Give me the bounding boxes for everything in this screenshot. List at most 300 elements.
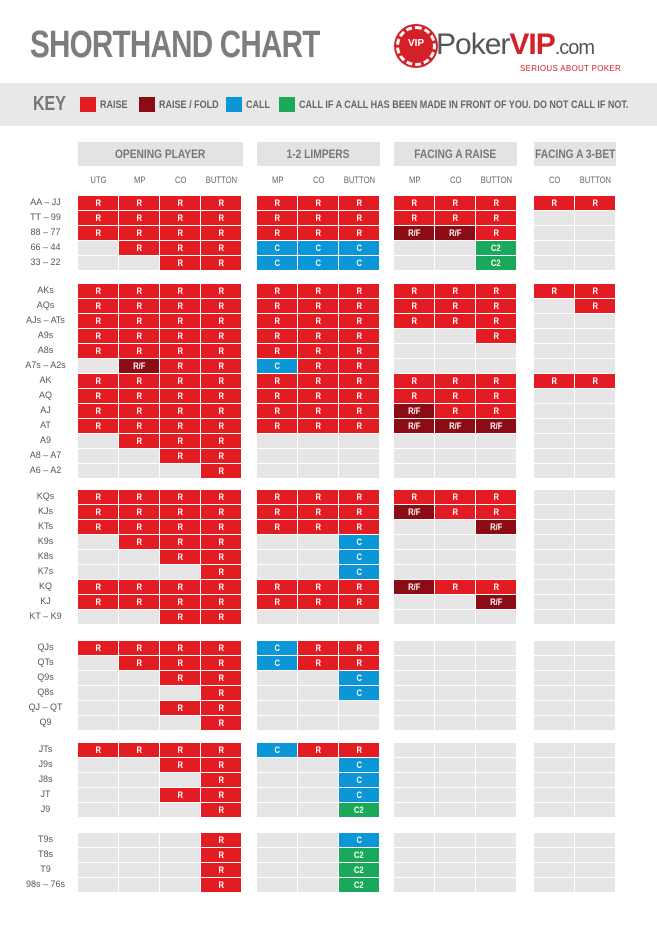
- action-cell-rf: [476, 595, 516, 609]
- empty-cell: [575, 773, 615, 787]
- action-cell-c: [339, 773, 379, 787]
- action-label: R: [315, 643, 321, 653]
- empty-cell: [78, 671, 118, 685]
- empty-cell: [435, 565, 475, 579]
- action-cell-r: [394, 196, 434, 210]
- empty-cell: [298, 863, 338, 877]
- action-cell-r: [298, 404, 338, 418]
- action-label: R: [218, 421, 224, 431]
- empty-cell: [534, 490, 574, 504]
- action-label: R: [356, 421, 362, 431]
- empty-cell: [575, 803, 615, 817]
- group-header-label: OPENING PLAYER: [115, 147, 206, 161]
- action-label: R: [592, 286, 598, 296]
- hand-label: TT – 99: [30, 212, 61, 222]
- action-cell-r: [476, 389, 516, 403]
- empty-cell: [575, 701, 615, 715]
- action-cell-r: [476, 226, 516, 240]
- action-label: R: [315, 406, 321, 416]
- action-label: R: [356, 301, 362, 311]
- column-header: [257, 175, 298, 187]
- action-cell-r: [201, 716, 241, 730]
- action-cell-r: [534, 196, 574, 210]
- action-label: R: [493, 391, 499, 401]
- empty-cell: [160, 686, 200, 700]
- action-cell-r: [160, 344, 200, 358]
- empty-cell: [534, 565, 574, 579]
- action-label: R: [315, 346, 321, 356]
- action-label: R: [315, 597, 321, 607]
- action-cell-r: [119, 314, 159, 328]
- empty-cell: [298, 565, 338, 579]
- empty-cell: [575, 344, 615, 358]
- empty-cell: [534, 863, 574, 877]
- action-cell-c: [339, 758, 379, 772]
- empty-cell: [476, 758, 516, 772]
- action-cell-r: [119, 196, 159, 210]
- action-label: R: [177, 673, 183, 683]
- action-label: C2: [354, 865, 364, 875]
- action-label: R: [177, 760, 183, 770]
- action-label: R: [136, 198, 142, 208]
- empty-cell: [339, 449, 379, 463]
- action-cell-r: [257, 374, 297, 388]
- action-label: R: [136, 331, 142, 341]
- column-header-label: CO: [548, 175, 561, 185]
- action-cell-r: [78, 490, 118, 504]
- key-item-call-conditional: [279, 97, 657, 112]
- action-cell-r: [339, 211, 379, 225]
- empty-cell: [394, 359, 434, 373]
- empty-cell: [534, 520, 574, 534]
- action-cell-r: [160, 329, 200, 343]
- empty-cell: [534, 434, 574, 448]
- empty-cell: [119, 686, 159, 700]
- action-cell-c: [339, 671, 379, 685]
- action-cell-r: [160, 226, 200, 240]
- action-label: R: [356, 228, 362, 238]
- column-header: [476, 175, 517, 187]
- action-cell-r: [201, 535, 241, 549]
- action-cell-r: [160, 520, 200, 534]
- action-label: R: [95, 507, 101, 517]
- action-cell-r: [201, 743, 241, 757]
- action-cell-r: [160, 389, 200, 403]
- hand-label: AKs: [37, 285, 54, 295]
- empty-cell: [257, 803, 297, 817]
- action-cell-r: [298, 374, 338, 388]
- key-label: KEY: [33, 93, 66, 115]
- empty-cell: [119, 833, 159, 847]
- action-label: R: [95, 745, 101, 755]
- empty-cell: [119, 716, 159, 730]
- action-label: R: [218, 522, 224, 532]
- action-label: R: [218, 406, 224, 416]
- hand-label: AQs: [36, 300, 55, 310]
- empty-cell: [160, 716, 200, 730]
- action-label: R: [452, 286, 458, 296]
- empty-cell: [78, 241, 118, 255]
- empty-cell: [575, 743, 615, 757]
- action-label: R: [218, 805, 224, 815]
- action-cell-r: [201, 848, 241, 862]
- action-label: R: [274, 507, 280, 517]
- action-cell-r: [435, 580, 475, 594]
- action-cell-rf: [394, 404, 434, 418]
- empty-cell: [160, 863, 200, 877]
- action-cell-rf: [119, 359, 159, 373]
- action-label: R: [136, 421, 142, 431]
- action-label: R: [274, 391, 280, 401]
- empty-cell: [476, 434, 516, 448]
- action-cell-r: [119, 374, 159, 388]
- action-cell-r: [534, 284, 574, 298]
- action-label: R: [136, 597, 142, 607]
- action-cell-r: [257, 490, 297, 504]
- empty-cell: [394, 550, 434, 564]
- action-cell-r: [160, 404, 200, 418]
- action-label: R: [356, 376, 362, 386]
- action-cell-r: [201, 359, 241, 373]
- pokervip-logo: [396, 22, 626, 74]
- action-cell-r: [160, 701, 200, 715]
- action-cell-c: [339, 788, 379, 802]
- empty-cell: [476, 344, 516, 358]
- action-label: R/F: [407, 406, 421, 416]
- action-label: R: [356, 198, 362, 208]
- column-header: [298, 175, 339, 187]
- empty-cell: [476, 359, 516, 373]
- empty-cell: [435, 520, 475, 534]
- action-cell-r: [435, 404, 475, 418]
- action-label: R: [356, 346, 362, 356]
- empty-cell: [534, 241, 574, 255]
- empty-cell: [435, 848, 475, 862]
- action-cell-r: [201, 863, 241, 877]
- action-label: C: [356, 775, 362, 785]
- empty-cell: [435, 449, 475, 463]
- action-cell-c: [339, 686, 379, 700]
- action-cell-r: [298, 490, 338, 504]
- action-cell-r: [119, 434, 159, 448]
- action-label: R: [218, 790, 224, 800]
- empty-cell: [160, 565, 200, 579]
- column-header: [435, 175, 476, 187]
- empty-cell: [435, 641, 475, 655]
- empty-cell: [575, 686, 615, 700]
- action-label: R: [136, 537, 142, 547]
- action-label: R: [177, 228, 183, 238]
- action-label: R: [218, 361, 224, 371]
- empty-cell: [394, 535, 434, 549]
- action-cell-r: [201, 344, 241, 358]
- action-label: R: [95, 286, 101, 296]
- action-label: R: [551, 376, 557, 386]
- empty-cell: [394, 656, 434, 670]
- action-label: R: [136, 436, 142, 446]
- empty-cell: [298, 773, 338, 787]
- hand-label: QJ – QT: [28, 702, 63, 712]
- action-cell-r: [298, 344, 338, 358]
- action-cell-r: [201, 314, 241, 328]
- action-cell-r: [339, 284, 379, 298]
- action-cell-r: [119, 344, 159, 358]
- action-label: R: [315, 745, 321, 755]
- action-cell-r: [201, 464, 241, 478]
- action-label: R: [218, 243, 224, 253]
- action-label: R: [218, 228, 224, 238]
- column-header-label: BUTTON: [205, 175, 238, 185]
- empty-cell: [575, 314, 615, 328]
- empty-cell: [78, 788, 118, 802]
- action-label: R: [274, 346, 280, 356]
- empty-cell: [119, 758, 159, 772]
- action-cell-c: [339, 565, 379, 579]
- hand-label: KJ: [40, 596, 51, 606]
- action-label: R: [356, 507, 362, 517]
- action-label: R: [356, 492, 362, 502]
- empty-cell: [257, 701, 297, 715]
- action-label: R: [95, 597, 101, 607]
- empty-cell: [78, 565, 118, 579]
- hand-label: Q8s: [37, 687, 54, 697]
- action-label: R: [452, 198, 458, 208]
- action-cell-r: [160, 256, 200, 270]
- empty-cell: [534, 641, 574, 655]
- action-cell-r: [78, 329, 118, 343]
- action-label: R: [218, 835, 224, 845]
- empty-cell: [575, 535, 615, 549]
- chip-label: VIP: [407, 38, 425, 49]
- action-cell-r: [201, 211, 241, 225]
- action-cell-r: [394, 314, 434, 328]
- action-label: R: [274, 198, 280, 208]
- empty-cell: [575, 671, 615, 685]
- action-label: R: [177, 406, 183, 416]
- action-label: R: [177, 745, 183, 755]
- empty-cell: [257, 716, 297, 730]
- group-header: [394, 142, 517, 166]
- action-cell-r: [201, 550, 241, 564]
- action-cell-r: [119, 284, 159, 298]
- empty-cell: [78, 359, 118, 373]
- empty-cell: [394, 641, 434, 655]
- empty-cell: [435, 716, 475, 730]
- empty-cell: [298, 686, 338, 700]
- action-label: R: [274, 286, 280, 296]
- hand-label: 98s – 76s: [25, 879, 66, 889]
- empty-cell: [298, 610, 338, 624]
- action-label: R: [136, 346, 142, 356]
- column-header-label: BUTTON: [343, 175, 376, 185]
- action-cell-r: [160, 641, 200, 655]
- raise-swatch: [80, 97, 96, 112]
- action-label: R: [493, 213, 499, 223]
- empty-cell: [534, 803, 574, 817]
- empty-cell: [119, 701, 159, 715]
- action-cell-r: [298, 299, 338, 313]
- action-label: R/F: [448, 228, 462, 238]
- action-cell-r: [339, 196, 379, 210]
- action-label: R: [218, 552, 224, 562]
- empty-cell: [394, 773, 434, 787]
- action-cell-r: [78, 211, 118, 225]
- action-label: R: [356, 213, 362, 223]
- action-label: R: [177, 537, 183, 547]
- action-label: R: [218, 612, 224, 622]
- empty-cell: [534, 464, 574, 478]
- empty-cell: [298, 550, 338, 564]
- empty-cell: [435, 344, 475, 358]
- action-cell-r: [78, 374, 118, 388]
- action-cell-r: [78, 226, 118, 240]
- action-cell-r: [257, 211, 297, 225]
- empty-cell: [257, 610, 297, 624]
- action-cell-r: [394, 299, 434, 313]
- action-cell-r: [160, 671, 200, 685]
- empty-cell: [575, 878, 615, 892]
- action-label: R: [356, 522, 362, 532]
- empty-cell: [119, 449, 159, 463]
- empty-cell: [160, 878, 200, 892]
- action-cell-r: [257, 299, 297, 313]
- action-label: R: [493, 198, 499, 208]
- action-label: C: [356, 760, 362, 770]
- empty-cell: [78, 773, 118, 787]
- empty-cell: [339, 464, 379, 478]
- action-label: C2: [354, 850, 364, 860]
- empty-cell: [534, 449, 574, 463]
- action-cell-rf: [394, 580, 434, 594]
- empty-cell: [476, 535, 516, 549]
- key-item-raise: [80, 97, 134, 112]
- action-cell-r: [119, 329, 159, 343]
- action-cell-r: [201, 686, 241, 700]
- action-label: R: [218, 466, 224, 476]
- empty-cell: [298, 434, 338, 448]
- action-cell-c2: [339, 803, 379, 817]
- empty-cell: [160, 773, 200, 787]
- action-label: C: [356, 258, 362, 268]
- action-cell-r: [119, 299, 159, 313]
- empty-cell: [575, 490, 615, 504]
- action-cell-rf: [394, 226, 434, 240]
- action-label: R: [452, 582, 458, 592]
- action-cell-r: [201, 256, 241, 270]
- action-cell-r: [119, 641, 159, 655]
- column-header-label: MP: [408, 175, 421, 185]
- empty-cell: [435, 833, 475, 847]
- action-cell-r: [435, 374, 475, 388]
- action-cell-r: [257, 520, 297, 534]
- empty-cell: [435, 329, 475, 343]
- action-label: C: [356, 567, 362, 577]
- action-label: R: [452, 507, 458, 517]
- action-cell-r: [201, 788, 241, 802]
- action-label: R: [218, 718, 224, 728]
- action-cell-r: [201, 241, 241, 255]
- action-cell-r: [201, 284, 241, 298]
- action-cell-r: [160, 211, 200, 225]
- action-label: R: [274, 582, 280, 592]
- empty-cell: [575, 226, 615, 240]
- action-cell-r: [201, 641, 241, 655]
- empty-cell: [534, 535, 574, 549]
- action-cell-r: [201, 595, 241, 609]
- empty-cell: [78, 656, 118, 670]
- action-cell-r: [160, 743, 200, 757]
- action-cell-r: [257, 329, 297, 343]
- hand-label: AJ: [40, 405, 51, 415]
- empty-cell: [435, 535, 475, 549]
- empty-cell: [257, 686, 297, 700]
- empty-cell: [476, 464, 516, 478]
- action-label: R: [493, 582, 499, 592]
- key-text-raise: RAISE: [100, 98, 128, 111]
- empty-cell: [257, 449, 297, 463]
- action-label: R: [177, 492, 183, 502]
- action-label: R: [136, 228, 142, 238]
- action-label: R: [218, 865, 224, 875]
- action-label: R: [452, 391, 458, 401]
- empty-cell: [534, 595, 574, 609]
- action-cell-r: [339, 329, 379, 343]
- empty-cell: [394, 863, 434, 877]
- action-cell-c2: [339, 878, 379, 892]
- column-header: [201, 175, 242, 187]
- action-label: R: [356, 406, 362, 416]
- empty-cell: [534, 671, 574, 685]
- empty-cell: [476, 550, 516, 564]
- hand-label: AA – JJ: [30, 197, 61, 207]
- empty-cell: [119, 464, 159, 478]
- action-cell-r: [160, 580, 200, 594]
- action-cell-r: [476, 299, 516, 313]
- action-cell-r: [160, 374, 200, 388]
- action-cell-r: [257, 419, 297, 433]
- action-label: R/F: [407, 421, 421, 431]
- action-label: R: [177, 643, 183, 653]
- action-label: R: [274, 492, 280, 502]
- action-label: R: [315, 507, 321, 517]
- action-label: C: [356, 243, 362, 253]
- action-label: R: [452, 406, 458, 416]
- empty-cell: [534, 758, 574, 772]
- action-cell-r: [119, 580, 159, 594]
- action-label: R: [95, 346, 101, 356]
- empty-cell: [394, 743, 434, 757]
- empty-cell: [476, 610, 516, 624]
- empty-cell: [435, 434, 475, 448]
- action-cell-c: [257, 641, 297, 655]
- action-cell-r: [201, 803, 241, 817]
- action-label: R: [136, 213, 142, 223]
- action-label: R: [274, 597, 280, 607]
- action-cell-r: [298, 595, 338, 609]
- action-cell-r: [575, 284, 615, 298]
- action-label: C: [315, 243, 321, 253]
- action-label: R: [274, 522, 280, 532]
- action-label: R: [274, 331, 280, 341]
- empty-cell: [534, 314, 574, 328]
- action-label: R: [356, 331, 362, 341]
- empty-cell: [78, 434, 118, 448]
- empty-cell: [534, 329, 574, 343]
- empty-cell: [394, 716, 434, 730]
- action-cell-r: [298, 656, 338, 670]
- hand-label: KQs: [36, 491, 55, 501]
- action-label: R: [315, 582, 321, 592]
